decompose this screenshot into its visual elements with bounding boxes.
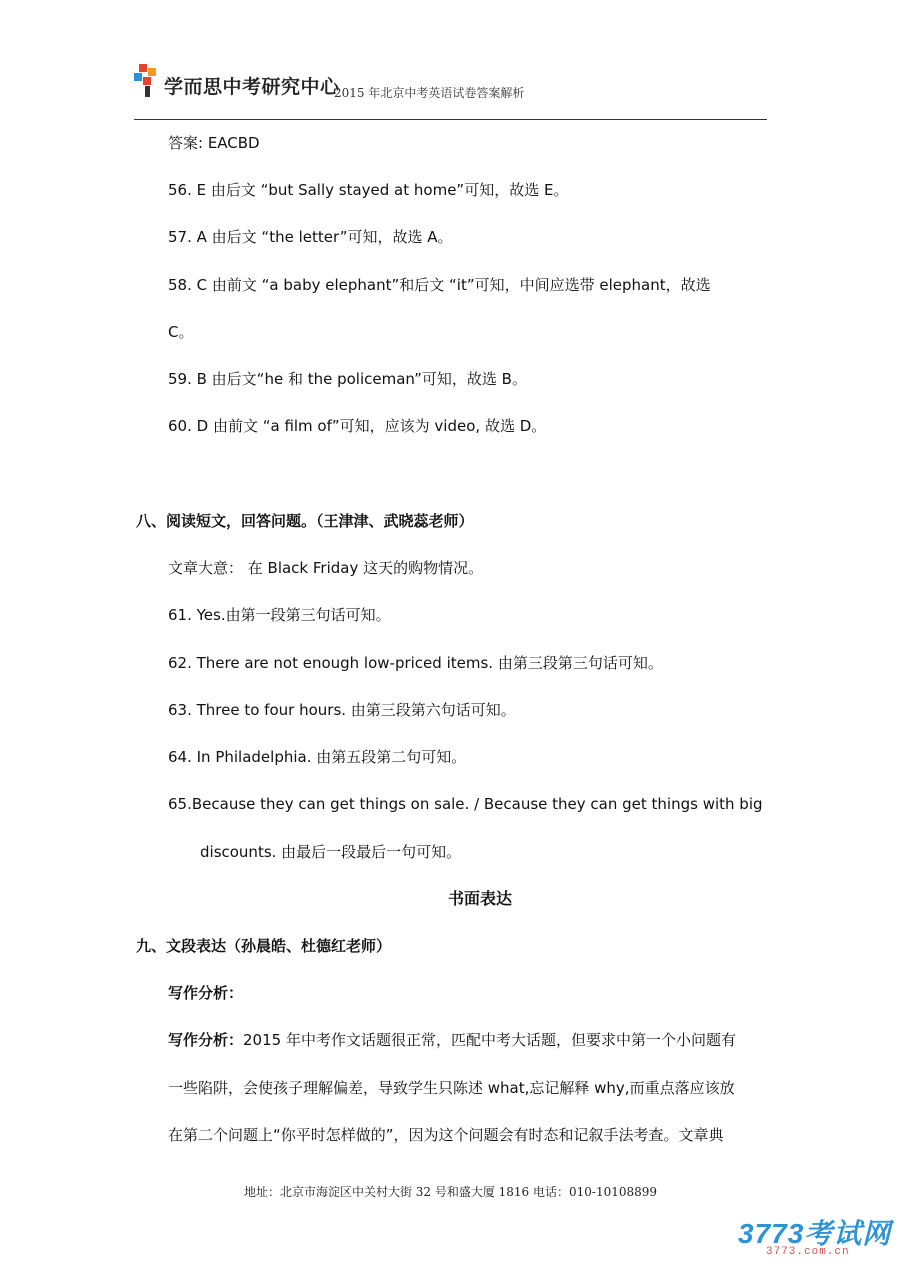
article-summary: 文章大意： 在 Black Friday 这天的购物情况。 (168, 559, 484, 577)
answer-60: 60. D 由前文 “a film of”可知，应该为 video, 故选 D。 (168, 417, 547, 435)
page-header (134, 64, 774, 100)
answer-summary: 答案: EACBD (168, 134, 260, 152)
answer-62: 62. There are not enough low-priced items. 由第三段第三句话可知。 (168, 654, 663, 672)
page-footer: 地址：北京市海淀区中关村大街 32 号和盛大厦 1816 电话：010-10108899 (243, 1185, 658, 1199)
answer-58: 58. C 由前文 “a baby elephant”和后文 “it”可知，中间应选带 elephant，故选 (168, 276, 711, 294)
answer-64: 64. In Philadelphia. 由第五段第二句可知。 (168, 748, 467, 766)
writing-analysis-para-3: 在第二个问题上“你平时怎样做的”，因为这个问题会有时态和记叙手法考查。文章典 (168, 1126, 724, 1144)
writing-analysis-para-2: 一些陷阱，会使孩子理解偏差，导致学生只陈述 what,忘记解释 why,而重点落应该放 (168, 1079, 735, 1097)
answer-58-cont: C。 (168, 323, 194, 341)
watermark-logo: 3773考试网 (738, 1218, 892, 1249)
section-8-heading: 八、阅读短文，回答问题。（王津津、武晓蕊老师） (136, 512, 474, 530)
answer-63: 63. Three to four hours. 由第三段第六句话可知。 (168, 701, 516, 719)
watermark-url: 3773.com.cn (766, 1246, 850, 1258)
answer-65-cont: discounts. 由最后一段最后一句可知。 (200, 843, 462, 861)
writing-analysis-para-1 (168, 1030, 736, 1050)
answer-61: 61. Yes.由第一段第三句话可知。 (168, 606, 391, 624)
logo-icon (134, 64, 160, 98)
section-9-heading: 九、文段表达（孙晨皓、杜德红老师） (136, 937, 392, 955)
document-title: 2015 年北京中考英语试卷答案解析 (334, 86, 525, 100)
answer-59: 59. B 由后文“he 和 the policeman”可知，故选 B。 (168, 370, 527, 388)
answer-56: 56. E 由后文 “but Sally stayed at home”可知，故选 E。 (168, 181, 569, 199)
brand-name: 学而思中考研究中心 (164, 76, 340, 98)
writing-analysis-inline-label: 写作分析： (168, 1031, 244, 1049)
watermark (738, 1212, 892, 1262)
answer-65: 65.Because they can get things on sale. / Because they can get things with big (168, 795, 763, 813)
answer-57: 57. A 由后文 “the letter”可知，故选 A。 (168, 228, 453, 246)
writing-analysis-label: 写作分析： (168, 984, 244, 1002)
section-title: 书面表达 (447, 889, 512, 908)
writing-analysis-text: 2015 年中考作文话题很正常，匹配中考大话题，但要求中第一个小问题有 (243, 1031, 736, 1049)
header-divider (134, 119, 767, 120)
